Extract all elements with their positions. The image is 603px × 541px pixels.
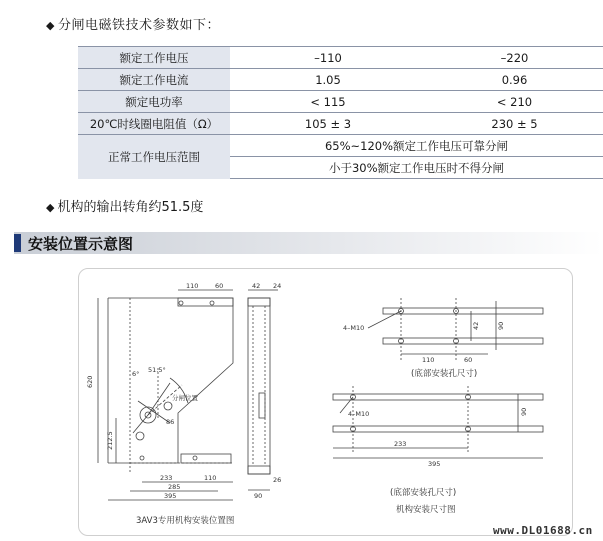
side-view-labels [252, 282, 281, 500]
row-label: 额定电功率 [78, 91, 230, 113]
row-label: 正常工作电压范围 [78, 135, 230, 179]
range-line-1: 65%~120%额定工作电压可靠分闸 [230, 135, 603, 157]
section-title: 安装位置示意图 [28, 235, 134, 253]
dim-395-mount: 395 [428, 460, 441, 468]
cell-value: 0.96 [426, 69, 603, 91]
cell-value: –110 [230, 47, 426, 69]
mount-caption: 机构安装尺寸图 [396, 505, 456, 515]
dim-395: 395 [164, 492, 177, 500]
bottom-hole-caption-2: (底部安装孔尺寸) [390, 488, 457, 498]
dim-285: 285 [168, 483, 181, 491]
dim-86: 86 [166, 418, 175, 426]
output-angle-heading [46, 196, 203, 215]
section-marker [14, 234, 21, 252]
front-view [98, 290, 233, 500]
dim-24: 24 [273, 282, 282, 290]
installation-drawing [78, 268, 571, 534]
table-row [78, 113, 603, 135]
bottom-hole-view [368, 298, 543, 360]
cell-value: < 115 [230, 91, 426, 113]
dim-212-5: 212.5 [106, 431, 114, 450]
row-label: 额定工作电压 [78, 47, 230, 69]
table-row [78, 135, 603, 157]
params-heading-text: 分闸电磁铁技术参数如下： [57, 18, 220, 33]
cell-value: 230 ± 5 [426, 113, 603, 135]
angle-6: 6° [132, 370, 140, 378]
table-row [78, 47, 603, 69]
dim-110: 110 [186, 282, 199, 290]
mount-view-labels [348, 408, 528, 515]
diamond-bullet-icon: ◆ [46, 201, 55, 214]
cell-value: 1.05 [230, 69, 426, 91]
dim-42-right: 42 [472, 321, 480, 330]
output-angle-text: 机构的输出转角约51.5度 [57, 200, 204, 215]
side-view [248, 290, 278, 490]
diamond-bullet-icon: ◆ [46, 19, 55, 32]
bottom-hole-labels [343, 322, 505, 379]
dim-26: 26 [273, 476, 282, 484]
dim-233: 233 [160, 474, 173, 482]
angle-51-5: 51.5° [148, 366, 166, 374]
row-label: 20℃时线圈电阻值（Ω） [78, 113, 230, 135]
dim-233-mount: 233 [394, 440, 407, 448]
m10-label-2: 4–M10 [348, 410, 370, 418]
dim-60: 60 [215, 282, 224, 290]
table-row [78, 91, 603, 113]
main-figure-caption: 3AV3专用机构安装位置图 [136, 516, 235, 526]
section-heading-params [46, 14, 220, 33]
cell-value: 105 ± 3 [230, 113, 426, 135]
dim-620: 620 [86, 375, 94, 388]
row-label: 额定工作电流 [78, 69, 230, 91]
mount-view [333, 386, 543, 458]
dim-90-mount: 90 [520, 407, 528, 416]
dim-90: 90 [254, 492, 263, 500]
dim-60-right: 60 [464, 356, 473, 364]
open-position-label: 分闸位置 [172, 394, 198, 402]
range-line-2: 小于30%额定工作电压时不得分闸 [230, 157, 603, 179]
dim-110-bottom: 110 [204, 474, 217, 482]
m10-label-1: 4–M10 [343, 324, 365, 332]
dim-110-right: 110 [422, 356, 435, 364]
bottom-hole-caption-1: (底部安装孔尺寸) [411, 369, 478, 379]
watermark-text: www.DL01688.cn [493, 524, 593, 537]
section-title-bar [14, 232, 603, 254]
dim-90-right: 90 [497, 321, 505, 330]
cell-value: < 210 [426, 91, 603, 113]
cell-value: –220 [426, 47, 603, 69]
dim-42: 42 [252, 282, 261, 290]
table-row [78, 69, 603, 91]
spec-table [78, 46, 603, 179]
